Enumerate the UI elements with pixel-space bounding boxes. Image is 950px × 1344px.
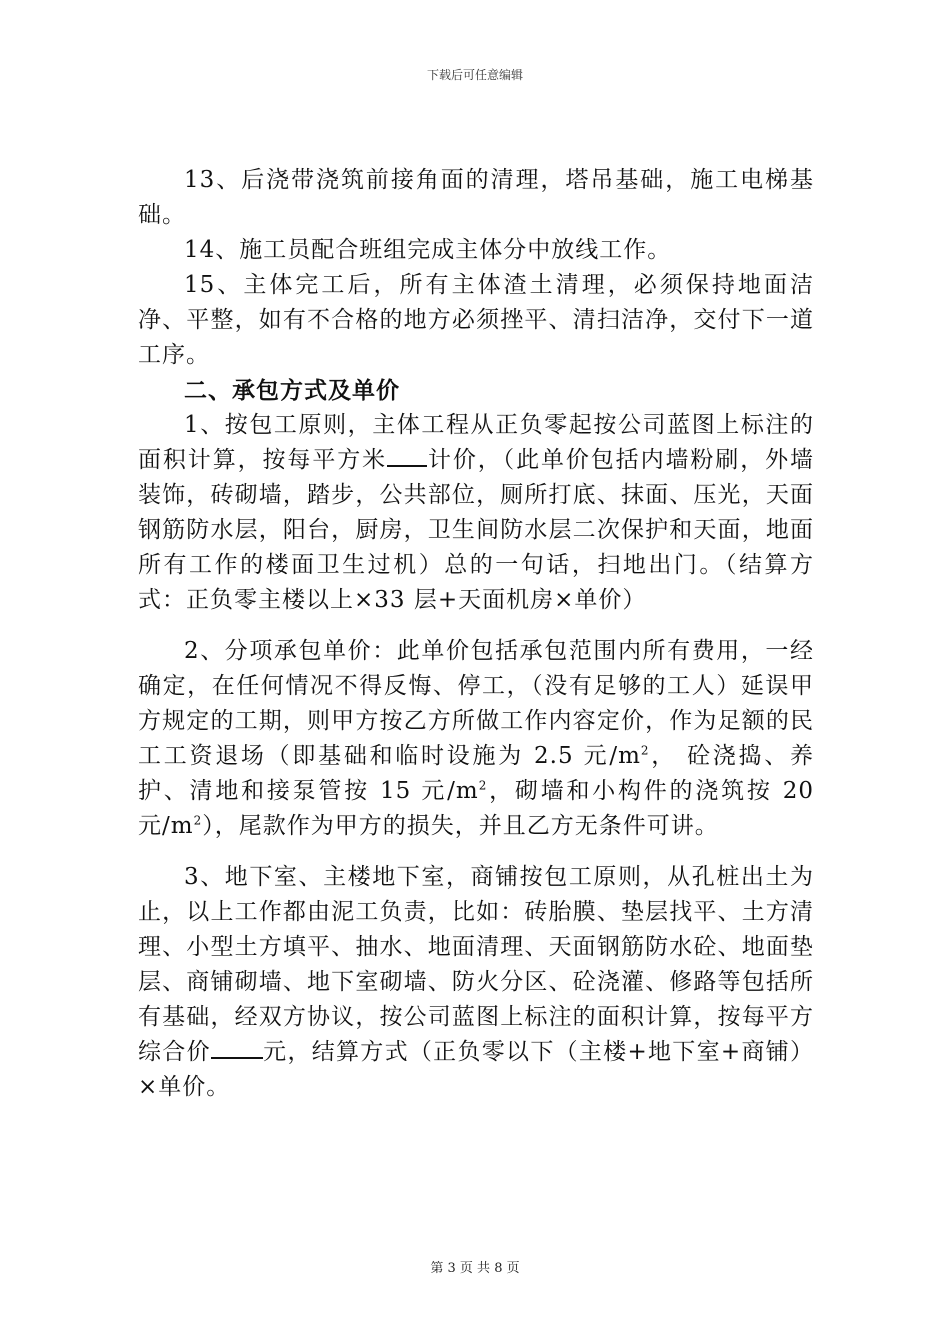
item-2-text-a: 2、分项承包单价：此单价包括承包范围内所有费用，一经确定，在任何情况不得反悔、停工，（没有足够的工人）延误甲方规定的工期，则甲方按乙方所做工作内容定价，作为足额的民工工资退场（即基础和临时设施为 2.5 元/m bbox=[138, 638, 814, 769]
item-2-text-d: ），尾款作为甲方的损失，并且乙方无条件可讲。 bbox=[202, 813, 719, 839]
item-3-text-a: 3、地下室、主楼地下室，商铺按包工原则，从孔桩出土为止，以上工作都由泥工负责，比如：砖胎膜、垫层找平、土方清理、小型土方填平、抽水、地面清理、天面钢筋防水砼、地面垫层、商铺砌墙、地下室砌墙、防火分区、砼浇灌、修路等包括所有基础，经双方协议，按公司蓝图上标注的面积计算，按每平方综合价 bbox=[138, 864, 814, 1065]
unit-price-blank bbox=[387, 443, 427, 467]
composite-price-blank bbox=[211, 1035, 263, 1059]
paragraph-item-3 bbox=[138, 860, 814, 1105]
item-3-text-b: 元，结算方式（正负零以下（主楼+地下室+商铺）×单价。 bbox=[138, 1039, 815, 1100]
item-2-text-b: ， 砼浇捣、养护、清地和接泵管按 15 元/m bbox=[138, 743, 814, 804]
paragraph-13: 13、后浇带浇筑前接角面的清理，塔吊基础，施工电梯基础。 bbox=[138, 167, 814, 228]
document-body bbox=[138, 163, 814, 1105]
paragraph-item-2 bbox=[138, 634, 814, 844]
paragraph-14: 14、施工员配合班组完成主体分中放线工作。 bbox=[184, 237, 672, 263]
section-heading: 二、承包方式及单价 bbox=[184, 377, 400, 404]
item-1-text-b: 计价，（此单价包括内墙粉刷，外墙装饰，砖砌墙，踏步，公共部位，厕所打底、抹面、压光，天面钢筋防水层，阳台，厨房，卫生间防水层二次保护和天面，地面所有工作的楼面卫生过机）总的一句话，扫地出门。（结算方式：正负零主楼以上×33 层+天面机房×单价） bbox=[138, 447, 815, 613]
item-1-text-a: 1、按包工原则，主体工程从正负零起按公司蓝图上标注的面积计算，按每平方米 bbox=[138, 412, 814, 473]
superscript: 2 bbox=[478, 778, 488, 793]
superscript: 2 bbox=[640, 743, 650, 758]
paragraph-item-1 bbox=[138, 408, 814, 618]
page-header: 下载后可任意编辑 bbox=[426, 68, 523, 82]
superscript: 2 bbox=[193, 813, 203, 828]
paragraph-15: 15、主体完工后，所有主体渣土清理，必须保持地面洁净、平整，如有不合格的地方必须挫平、清扫洁净，交付下一道工序。 bbox=[138, 272, 814, 368]
page-footer: 第 3 页 共 8 页 bbox=[430, 1261, 520, 1276]
item-2-text-c: ，砌墙和小构件的浇筑按 20 元/m bbox=[138, 778, 815, 839]
